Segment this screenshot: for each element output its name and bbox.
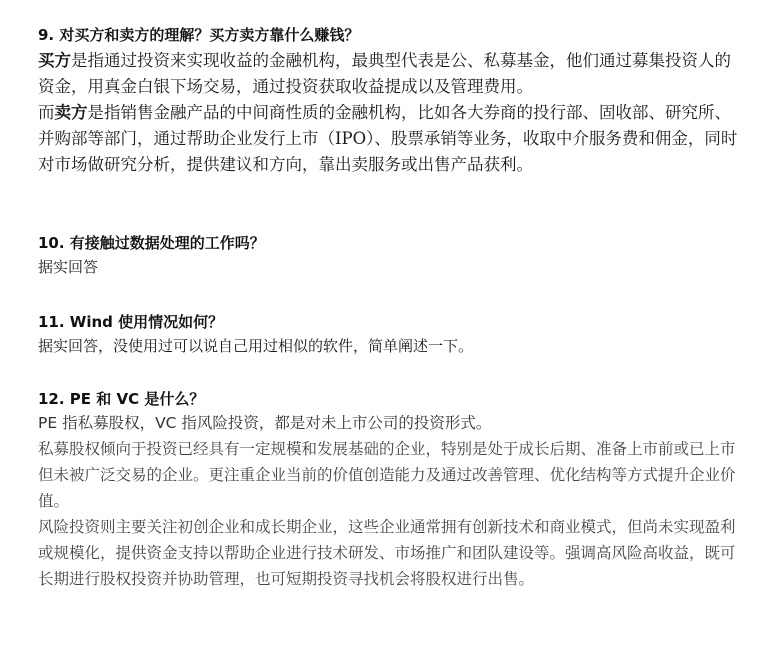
question-11-section — [38, 311, 738, 359]
question-9-section — [38, 24, 738, 178]
question-10-title: 10. 有接触过数据处理的工作吗？ — [38, 234, 265, 252]
question-12-title: 12. PE 和 VC 是什么？ — [38, 390, 205, 408]
question-12-definition-line: PE 指私募股权，VC 指风险投资，都是对未上市公司的投资形式。 — [38, 414, 492, 432]
question-11-answer: 据实回答，没使用过可以说自己用过相似的软件，简单阐述一下。 — [38, 337, 474, 355]
question-9-title: 9. 对买方和卖方的理解？买方卖方靠什么赚钱？ — [38, 26, 360, 44]
seller-term: 卖方 — [54, 103, 88, 122]
question-11-title: 11. Wind 使用情况如何？ — [38, 313, 224, 331]
question-12-vc-paragraph: 风险投资则主要关注初创企业和成长期企业，这些企业通常拥有创新技术和商业模式，但尚未实现盈利或规模化，提供资金支持以帮助企业进行技术研发、市场推广和团队建设等。强调高风险高收益，既可长期进行股权投资并协助管理，也可短期投资寻找机会将股权进行出售。 — [38, 518, 736, 588]
question-12-pe-paragraph: 私募股权倾向于投资已经具有一定规模和发展基础的企业，特别是处于成长后期、准备上市前或已上市但未被广泛交易的企业。更注重企业当前的价值创造能力及通过改善管理、优化结构等方式提升企业价值。 — [38, 440, 736, 510]
question-12-section — [38, 388, 738, 592]
seller-prefix: 而 — [38, 103, 55, 122]
buyer-term: 买方 — [38, 51, 71, 70]
question-9-buyer-paragraph — [38, 48, 738, 100]
buyer-definition: 是指通过投资来实现收益的金融机构，最典型代表是公、私募基金，他们通过募集投资人的资金，用真金白银下场交易，通过投资获取收益提成以及管理费用。 — [38, 51, 731, 96]
question-10-section — [38, 232, 738, 280]
question-10-answer: 据实回答 — [38, 258, 99, 276]
question-9-seller-paragraph — [38, 100, 738, 178]
seller-definition: 是指销售金融产品的中间商性质的金融机构，比如各大券商的投行部、固收部、研究所、并购部等部门，通过帮助企业发行上市（IPO）、股票承销等业务，收取中介服务费和佣金，同时对市场做研究分析，提供建议和方向，靠出卖服务或出售产品获利。 — [38, 103, 738, 174]
